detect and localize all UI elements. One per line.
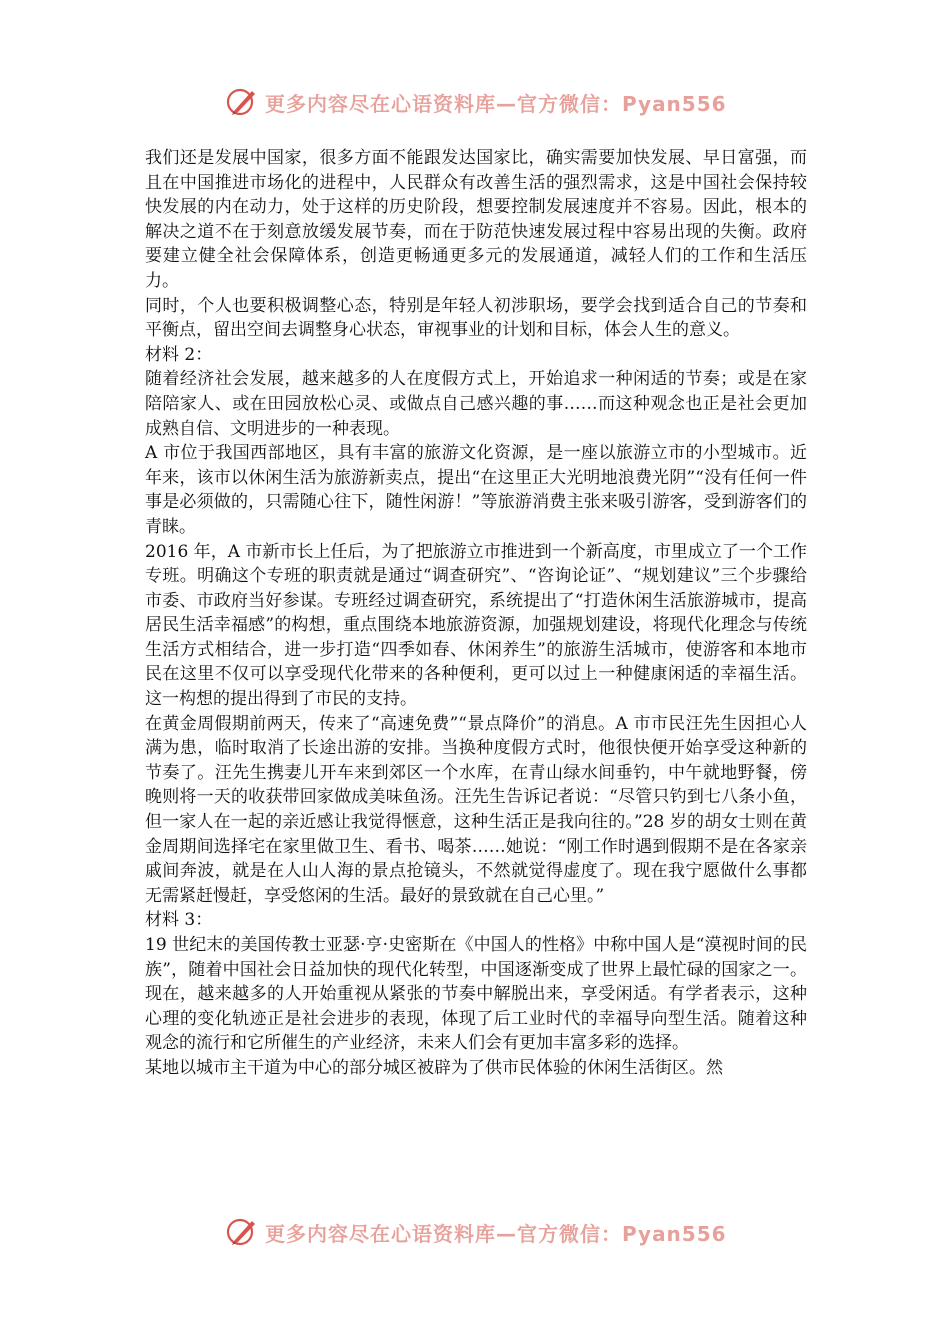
paragraph: 某地以城市主干道为中心的部分城区被辟为了供市民体验的休闲生活街区。然 xyxy=(145,1057,723,1078)
pen-nib-logo-icon xyxy=(225,1215,259,1249)
header-watermark xyxy=(225,82,745,122)
footer-watermark xyxy=(225,1212,745,1252)
paragraph: 2016 年，A 市新市长上任后，为了把旅游立市推进到一个新高度，市里成立了一个工作专班。明确这个专班的职责就是通过“调查研究”、“咨询论证”、“规划建议”三个步骤给市委、市政府当好参谋。专班经过调查研究，系统提出了“打造休闲生活旅游城市，提高居民生活幸福感”的构想，重点围绕本地旅游资源，加强规划建设，将现代化理念与传统生活方式相结合，进一步打造“四季如春、休闲养生”的旅游生活城市，使游客和本地市民在这里不仅可以享受现代化带来的各种便利，更可以过上一种健康闲适的幸福生活。这一构想的提出得到了市民的支持。 xyxy=(145,541,807,710)
paragraph: 在黄金周假期前两天，传来了“高速免费”“景点降价”的消息。A 市市民汪先生因担心人满为患，临时取消了长途出游的安排。当换种度假方式时，他很快便开始享受这种新的节奏了。汪先生携妻儿开车来到郊区一个水库，在青山绿水间垂钓，中午就地野餐，傍晚则将一天的收获带回家做成美味鱼汤。汪先生告诉记者说：“尽管只钓到七八条小鱼，但一家人在一起的亲近感让我觉得惬意，这种生活正是我向往的。”28 岁的胡女士则在黄金周期间选择宅在家里做卫生、看书、喝茶……她说：“刚工作时遇到假期不是在各家亲戚间奔波，就是在人山人海的景点抢镜头，不然就觉得虚度了。现在我宁愿做什么事都无需紧赶慢赶，享受悠闲的生活。最好的景致就在自己心里。” xyxy=(145,713,807,906)
pen-nib-logo-icon xyxy=(225,85,259,119)
paragraph: 随着经济社会发展，越来越多的人在度假方式上，开始追求一种闲适的节奏；或是在家陪陪家人、或在田园放松心灵、或做点自己感兴趣的事……而这种观念也正是社会更加成熟自信、文明进步的一种表现。 xyxy=(145,369,807,439)
paragraph: A 市位于我国西部地区，具有丰富的旅游文化资源，是一座以旅游立市的小型城市。近年来，该市以休闲生活为旅游新卖点，提出“在这里正大光明地浪费光阴”“没有任何一件事是必须做的，只需随心往下，随性闲游！”等旅游消费主张来吸引游客，受到游客们的青睐。 xyxy=(145,443,807,537)
section-heading-material-3: 材料 3： xyxy=(145,910,213,931)
paragraph: 同时，个人也要积极调整心态，特别是年轻人初涉职场，要学会找到适合自己的节奏和平衡点，留出空间去调整身心状态，审视事业的计划和目标，体会人生的意义。 xyxy=(145,295,807,341)
document-body xyxy=(145,146,807,1081)
section-heading-material-2: 材料 2： xyxy=(145,344,213,365)
paragraph: 我们还是发展中国家，很多方面不能跟发达国家比，确实需要加快发展、早日富强，而且在中国推进市场化的进程中，人民群众有改善生活的强烈需求，这是中国社会保持较快发展的内在动力，处于这样的历史阶段，想要控制发展速度并不容易。因此，根本的解决之道不在于刻意放缓发展节奏，而在于防范快速发展过程中容易出现的失衡。政府要建立健全社会保障体系，创造更畅通更多元的发展通道，减轻人们的工作和生活压力。 xyxy=(145,148,807,291)
paragraph: 19 世纪末的美国传教士亚瑟·亨·史密斯在《中国人的性格》中称中国人是“漠视时间的民族”，随着中国社会日益加快的现代化转型，中国逐渐变成了世界上最忙碌的国家之一。现在，越来越多的人开始重视从紧张的节奏中解脱出来，享受闲适。有学者表示，这种心理的变化轨迹正是社会进步的表现，体现了后工业时代的幸福导向型生活。随着这种观念的流行和它所催生的产业经济，未来人们会有更加丰富多彩的选择。 xyxy=(145,935,807,1054)
watermark-text: 更多内容尽在心语资料库—官方微信：Pyan556 xyxy=(265,1221,727,1246)
watermark-text: 更多内容尽在心语资料库—官方微信：Pyan556 xyxy=(265,91,727,116)
